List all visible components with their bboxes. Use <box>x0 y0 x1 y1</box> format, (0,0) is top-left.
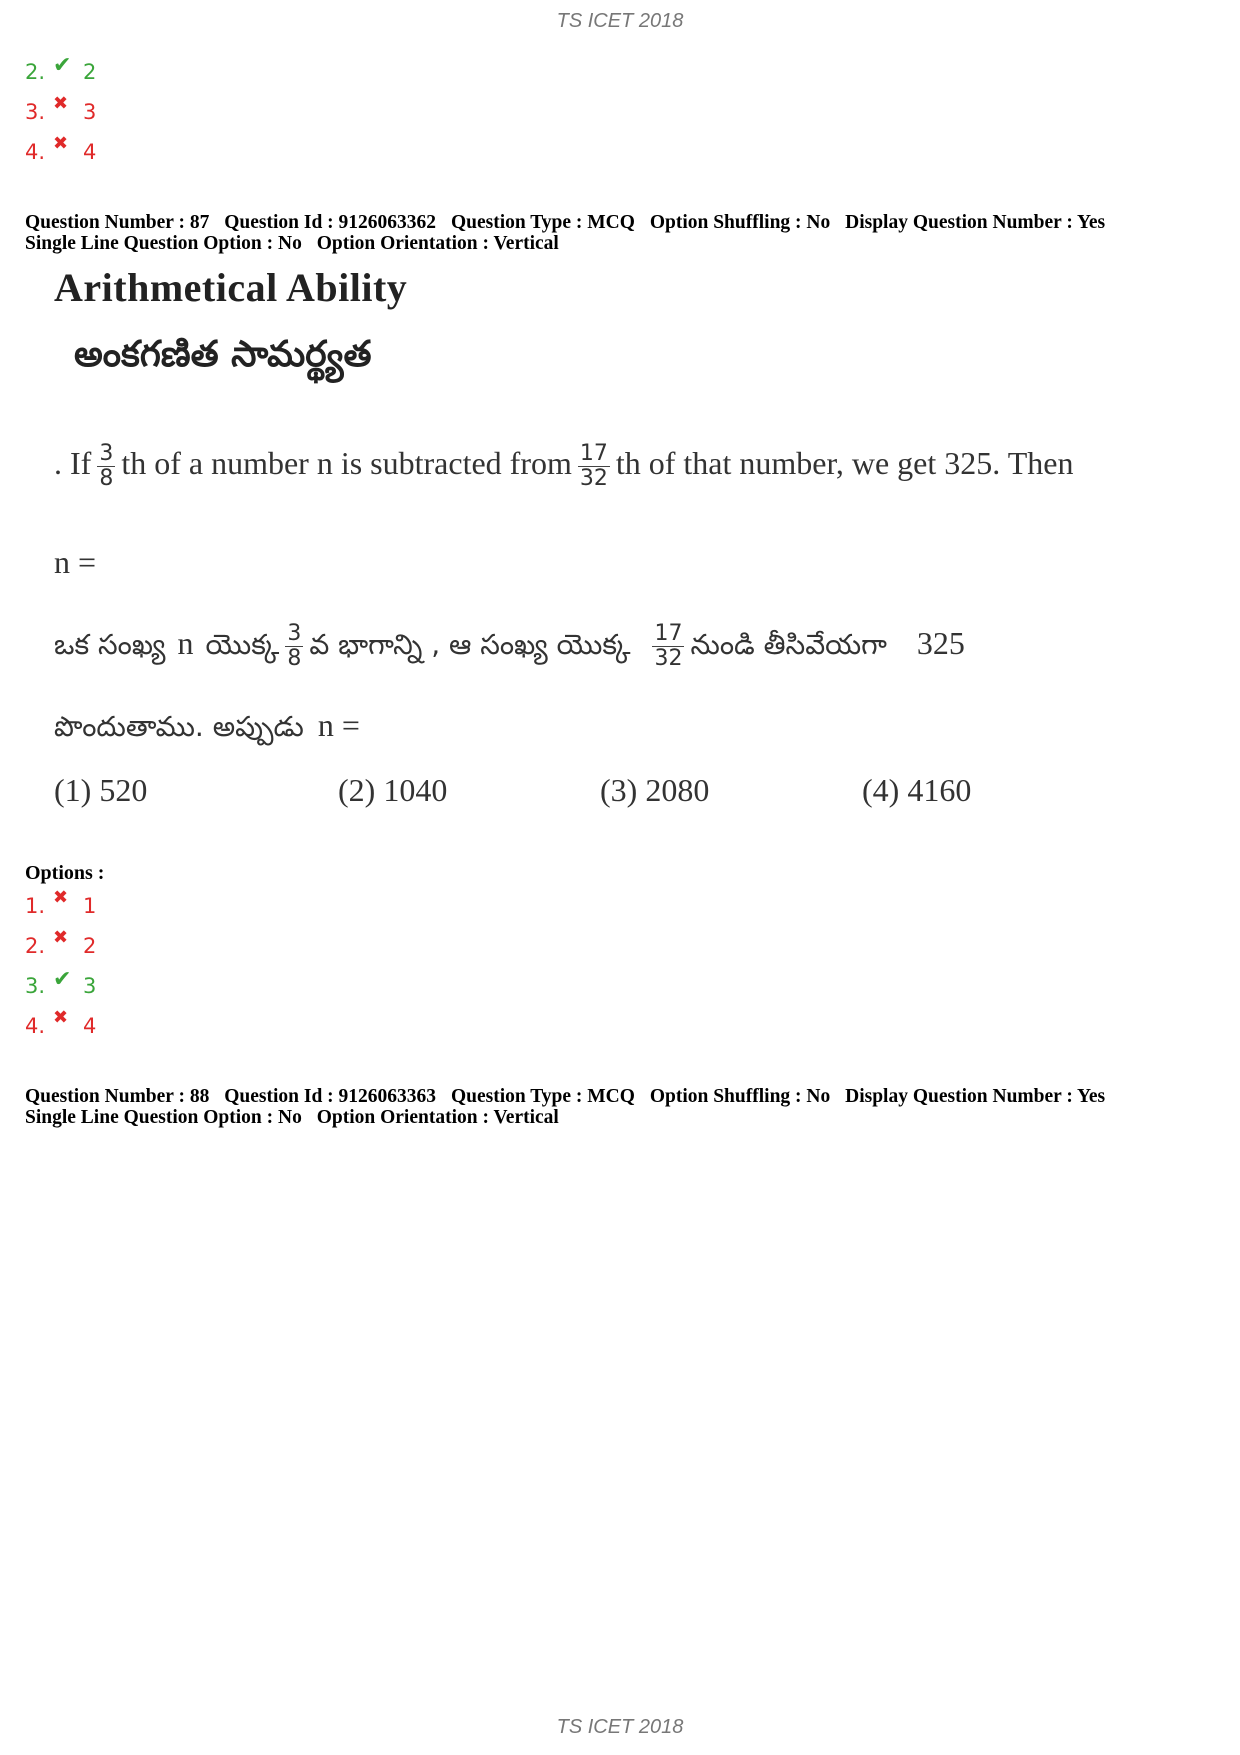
question-text: th of that number, we get 325. Then <box>615 444 1074 481</box>
fraction <box>652 622 684 671</box>
question-88-meta <box>25 1086 1225 1128</box>
running-header: TS ICET 2018 <box>556 10 684 32</box>
telugu-text: పొందుతాము. అప్పుడు <box>54 710 304 743</box>
telugu-text: వ భాగాన్ని , ఆ సంఖ్య యొక్క <box>309 627 631 661</box>
telugu-text: నుండి తీసివేయగా <box>690 627 887 661</box>
cross-mark-icon: ✖ <box>53 93 69 114</box>
question-87-meta <box>25 212 1225 254</box>
fraction <box>97 442 115 491</box>
question-english-line-1 <box>54 442 1073 491</box>
options-label: Options : <box>25 862 105 884</box>
question-telugu-line-2 <box>54 707 360 750</box>
meta-field: Question Id : 9126063362 <box>224 212 437 233</box>
meta-field: Option Shuffling : No <box>649 1086 831 1107</box>
meta-field: Question Number : 88 <box>25 1086 210 1107</box>
meta-field: Display Question Number : Yes <box>845 212 1106 233</box>
option-label: 1 <box>83 894 97 918</box>
denominator: 8 <box>99 466 114 491</box>
section-title-telugu: అంకగణిత సామర్థ్యత <box>74 334 372 375</box>
fraction <box>285 622 303 671</box>
previous-options-list <box>25 52 96 172</box>
cross-mark-icon: ✖ <box>53 927 69 948</box>
meta-field: Option Orientation : Vertical <box>316 233 559 254</box>
fraction <box>578 442 610 491</box>
cross-mark-icon: ✖ <box>53 133 69 154</box>
answer-choice: (4) 4160 <box>862 772 972 808</box>
question-87-body <box>40 262 1160 832</box>
meta-field: Question Number : 87 <box>25 212 210 233</box>
meta-field: Option Shuffling : No <box>649 212 831 233</box>
numerator: 3 <box>99 441 114 466</box>
option-label: 3 <box>83 100 97 124</box>
option-label: 4 <box>83 140 97 164</box>
denominator: 8 <box>287 646 302 671</box>
option-label: 4 <box>83 1014 97 1038</box>
option-number: 3. <box>25 974 46 998</box>
answer-choice: (1) 520 <box>54 772 148 808</box>
option-number: 2. <box>25 934 46 958</box>
question-telugu-line-1 <box>54 622 965 671</box>
telugu-text: ఒక సంఖ్య <box>54 627 166 661</box>
running-footer: TS ICET 2018 <box>556 1716 684 1738</box>
meta-field: Question Id : 9126063363 <box>224 1086 437 1107</box>
option-number: 2. <box>25 60 46 84</box>
option-row <box>25 1006 96 1046</box>
option-label: 3 <box>83 974 97 998</box>
question-text: n <box>177 624 194 661</box>
meta-field: Single Line Question Option : No <box>25 1107 302 1128</box>
question-english-line-2: n = <box>54 544 97 580</box>
answer-choice: (2) 1040 <box>338 772 448 808</box>
option-label: 2 <box>83 60 97 84</box>
question-87-options-list <box>25 886 96 1046</box>
denominator: 32 <box>579 466 608 491</box>
cross-mark-icon: ✖ <box>53 1007 69 1028</box>
numerator: 17 <box>654 621 683 646</box>
numerator: 3 <box>287 621 302 646</box>
meta-field: Question Type : MCQ <box>450 212 635 233</box>
meta-field: Single Line Question Option : No <box>25 233 302 254</box>
option-label: 2 <box>83 934 97 958</box>
meta-field: Option Orientation : Vertical <box>316 1107 559 1128</box>
option-number: 4. <box>25 1014 46 1038</box>
question-text: th of a number n is subtracted from <box>121 444 572 481</box>
option-row <box>25 132 96 172</box>
numerator: 17 <box>579 441 608 466</box>
check-mark-icon: ✔ <box>53 53 72 78</box>
answer-choice: (3) 2080 <box>600 772 710 808</box>
meta-field: Display Question Number : Yes <box>845 1086 1106 1107</box>
question-text: 325 <box>916 624 965 661</box>
option-number: 1. <box>25 894 46 918</box>
option-number: 4. <box>25 140 46 164</box>
question-text: . If <box>54 444 92 481</box>
check-mark-icon: ✔ <box>53 967 72 992</box>
meta-field: Question Type : MCQ <box>450 1086 635 1107</box>
section-title: Arithmetical Ability <box>54 265 408 310</box>
denominator: 32 <box>654 646 683 671</box>
telugu-text: యొక్క <box>205 627 280 661</box>
option-number: 3. <box>25 100 46 124</box>
cross-mark-icon: ✖ <box>53 887 69 908</box>
question-text: n = <box>317 707 360 743</box>
